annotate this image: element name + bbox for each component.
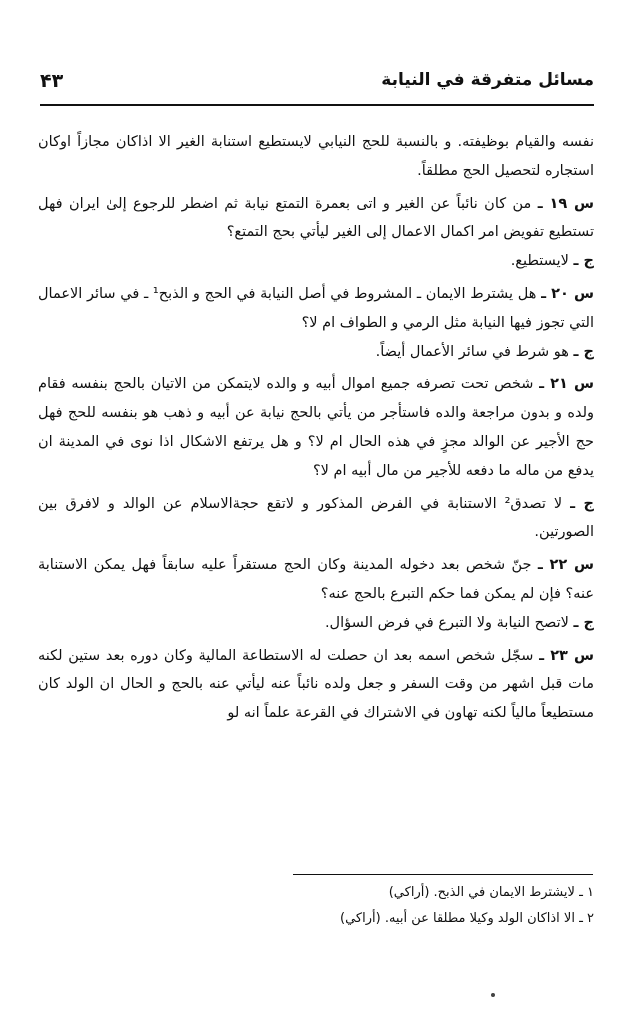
answer-20: ج ـ هو شرط في سائر الأعمال أيضاً.	[375, 343, 594, 360]
answer-22: ج ـ لاتصح النيابة ولا التبرع في فرض السؤال.	[324, 614, 594, 631]
answer-19: ج ـ لايستطيع.	[510, 253, 594, 270]
footnote-1: ١ ـ لايشترط الايمان في الذبح. (أراكي)	[388, 885, 594, 900]
footnote-2: ٢ ـ الا اذاكان الولد وكيلا مطلقا عن أبيه. (أراكي)	[340, 911, 594, 926]
header-rule	[40, 104, 594, 106]
running-title: مسائل متفرقة في النيابة	[381, 70, 594, 90]
question-20: س ٢٠ ـ هل يشترط الايمان ـ المشروط في أصل النيابة في الحج و الذبح¹ ـ في سائر الاعمال التي تجوز فيها النيابة مثل الرمي و الطواف ام لا؟	[38, 285, 594, 331]
print-speck	[491, 993, 495, 997]
answer-21: ج ـ لا تصدق² الاستنابة في الفرض المذكور و لاتقع حجةالاسلام عن الوالد و لافرق بين الصورتين.	[38, 495, 594, 541]
footnote-rule	[293, 874, 593, 875]
paragraph: نفسه والقيام بوظيفته. و بالنسبة للحج النيابي لايستطيع استنابة الغير الا اذاكان مجازاً اوكان استجاره لتحصيل الحج مطلقاً.	[38, 134, 594, 179]
question-23: س ٢٣ ـ سجّل شخص اسمه بعد ان حصلت له الاستطاعة المالية وكان دوره بعد ستين لكنه مات قبل اشهر من وقت السفر و جعل ولده نائباً عنه ليأتي عنه بالحج و الحال ان الولد كان مستطيعاً مالياً لكنه تهاون في الاشتراك في القرعة علماً انه لو	[38, 647, 595, 722]
page-number: ۴۳	[40, 70, 64, 92]
question-21: س ٢١ ـ شخص تحت تصرفه جميع اموال أبيه و والده لايتمكن من الاتيان بالحج بنفسه فقام ولده و بدون مراجعة والده فاستأجر من يأتي بالحج نيابة عن أبيه و ذهب هو بنفسه للحج فهل حج الأجير عن الوالد مجزٍ في هذه الحال ام لا؟ و هل يرتفع الاشكال اذا نوى في المدينة ان يدفع من ماله ما دفعه للأجير من مال أبيه ام لا؟	[38, 376, 594, 479]
question-19: س ١٩ ـ من كان نائباً عن الغير و اتى بعمرة التمتع نيابة ثم اضطر للرجوع إلىٰ ايران فهل تستطيع تفويض امر اكمال الاعمال إلى الغير ليأتي بحج التمتع؟	[38, 195, 594, 241]
page-header	[40, 70, 594, 102]
body-text	[38, 128, 594, 728]
question-22: س ٢٢ ـ جنّ شخص بعد دخوله المدينة وكان الحج مستقراً عليه سابقاً فهل يمكن الاستنابة عنه؟ فإن لم يمكن فما حكم التبرع بالحج عنه؟	[38, 557, 594, 602]
footnotes	[150, 880, 594, 932]
